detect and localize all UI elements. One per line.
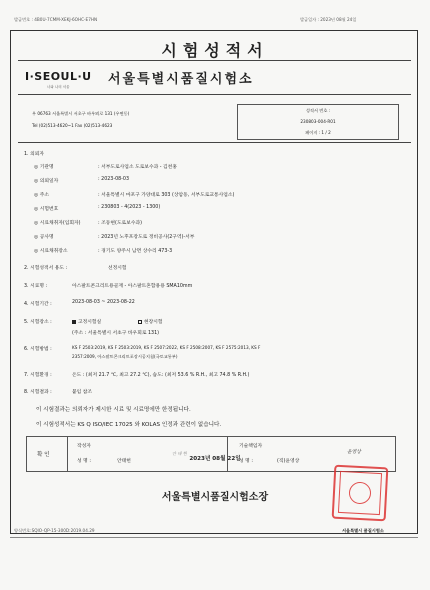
field-label: ◎ 시료채취장소	[34, 249, 68, 254]
field-label: ◎ 의뢰일자	[34, 179, 59, 184]
unchecked-box-icon	[138, 320, 142, 324]
section-3-label: 3. 시료명 :	[24, 284, 48, 289]
section-4-value: 2023-08-03 ~ 2023-08-22	[72, 300, 135, 305]
note-1: 이 시험결과는 의뢰자가 제시한 시료 및 시료명에만 한정됩니다.	[36, 407, 191, 413]
form-number: 양식번호:SQIO-QP-15-300D:2019.04.29	[14, 528, 95, 533]
field-value: : 서부도로사업소 도로보수과 - 김천홍	[98, 165, 177, 170]
field-label: ◎ 주소	[34, 193, 49, 198]
cert-number-label: 성적서 번호 :	[305, 108, 331, 113]
section-2-label: 2. 시험성적서 용도 :	[24, 266, 68, 271]
confirm-label: 확 인	[37, 452, 50, 458]
logo-subtitle: 너와 나의 서울	[47, 85, 70, 89]
section-8-label: 8. 시험결과 :	[24, 390, 52, 395]
section-7-label: 7. 시험환경 :	[24, 373, 52, 378]
cert-number: 230803-004-R01	[300, 119, 336, 124]
writer-name: 안태헌	[117, 459, 131, 464]
field-value: : 2023-08-03	[98, 177, 130, 182]
field-label: ◎ 시험번호	[34, 207, 59, 212]
footer-org: 서울특별시 품질시험소	[342, 528, 384, 533]
section-1-title: 1. 의뢰자	[24, 152, 45, 157]
section-6-line-1: KS F 2503:2019, KS F 2503:2019, KS F 2507:2022, KS F 2508:2007, KS F 2575:2013, KS F	[72, 345, 261, 350]
section-6-label: 6. 시험방법 :	[24, 347, 52, 352]
section-6-line-2: 2357:2009, 아스팔트콘크리트포장시공지침(국토교통부)	[72, 354, 178, 359]
section-8-value: 붙임 참조	[72, 390, 93, 395]
issue-number: 발급번호 : 4B0U-7CMM-XEKJ-6OHC-E7HN	[14, 17, 98, 22]
section-3-value: 아스팔트콘크리트용골재 - 아스팔트혼합용용 SMA10mm	[72, 284, 193, 289]
section-7-value: 온도 : (최저 21.7 ℃, 최고 27.2 ℃), 습도: (최저 53.6 % R.H., 최고 74.8 % R.H.)	[72, 373, 250, 378]
certificate-box	[237, 104, 399, 140]
note-2: 이 시험성적서는 KS Q ISO/IEC 17025 와 KOLAS 인정과 관련이 없습니다.	[36, 422, 222, 428]
option-fixed-lab: 고정시험실	[72, 318, 101, 325]
field-value: : 경기도 양주시 남면 상수리 473-3	[98, 249, 173, 254]
issue-date: 발급일자 : 2023년 08월 24일	[300, 17, 357, 22]
field-label: ◎ 공사명	[34, 235, 54, 240]
header-divider	[18, 94, 411, 95]
issuer-name: 서울특별시품질시험소장	[161, 492, 269, 503]
official-seal-stamp	[332, 465, 389, 522]
writer-title: 작성자	[77, 444, 91, 449]
section-4-label: 4. 시험기간 :	[24, 302, 52, 307]
document-title: 시험성적서	[161, 41, 269, 60]
page-number: 페이지 : 1 / 2	[305, 130, 331, 135]
field-label: ◎ 기관명	[34, 165, 54, 170]
writer-signature: 안 태 헌	[172, 451, 187, 456]
tech-manager-title: 기술책임자	[239, 444, 263, 449]
field-value: : 서울특별시 마포구 가양대로 303 (상암동, 서부도로교통사업소)	[98, 193, 235, 198]
section-5-address: (주소 : 서울특별시 서초구 바우뫼로 131)	[72, 331, 160, 336]
field-value: : 230803 - 4(2023 - 1300)	[98, 205, 161, 210]
field-value: : 2023년 노후포장도로 정비공사(2구역)-서부	[98, 235, 195, 240]
section-2-value: 선정시험	[108, 266, 127, 271]
tech-manager-name-label: 성 명 :	[239, 459, 253, 464]
field-value: : 조동현(도로보수과)	[98, 221, 142, 226]
institute-phone: Tel (02)513-4620~1 Fax (02)513-4623	[32, 123, 113, 128]
issue-date-bottom: 2023년 08월 22일	[189, 456, 241, 462]
section-5-label: 5. 시험장소 :	[24, 320, 52, 325]
body-divider	[18, 142, 411, 143]
institute-address: 우 06763 서울특별시 서초구 바우뫼로 131 (우면동)	[32, 111, 130, 116]
checked-box-icon	[72, 320, 76, 324]
institute-name: 서울특별시품질시험소	[108, 72, 254, 87]
title-divider	[18, 60, 411, 61]
option-field-test: 현장시험	[138, 318, 163, 325]
iseoulu-logo: I·SEOUL·U	[25, 70, 92, 83]
field-label: ◎ 시료채취자(입회자)	[34, 221, 81, 226]
tech-manager-name: (직)윤영상	[277, 459, 300, 464]
tech-manager-signature: 윤영상	[347, 450, 361, 455]
footer-divider	[10, 537, 418, 538]
writer-name-label: 성 명 :	[77, 459, 91, 464]
